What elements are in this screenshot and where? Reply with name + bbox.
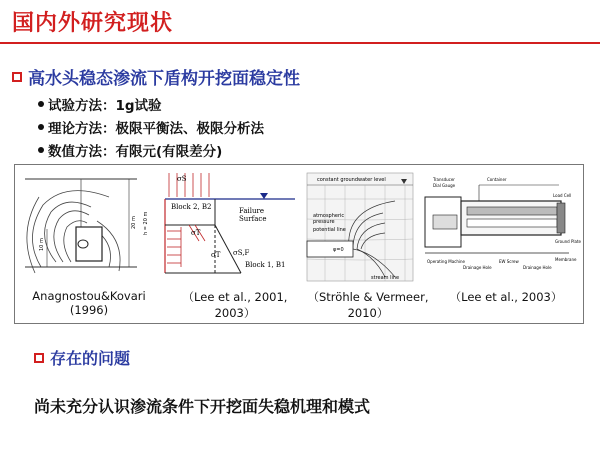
figure-panel [14,164,584,324]
label-block2: Block 2, B2 [171,203,212,211]
list-item-text: 理论方法：极限平衡法、极限分析法 [48,120,264,137]
label-block1: Block 1, B1 [245,261,286,269]
label-atm1: atmospheric [313,213,345,219]
list-item-text: 数值方法：有限元(有限差分) [48,143,223,160]
caption-lee-2001: （Lee et al., 2001, 2003） [182,290,288,320]
square-bullet-icon [34,353,44,363]
label-atm2: pressure [313,219,335,225]
label-sigma-sf: σS,F [233,249,250,257]
label-membrane: Membrane [555,257,577,262]
label-failure: Failure [239,207,265,215]
conclusion-text: 尚未充分认识渗流条件下开挖面失稳机理和模式 [34,397,371,416]
label-groundwater: constant groundwater level [317,177,386,183]
bullet-dot-icon [38,124,44,130]
label-dial-gauge: Dial Gauge [433,183,456,188]
label-ground-plate: Ground Plate [555,239,581,244]
figure-test-apparatus [419,171,581,275]
label-streamline: stream line [371,275,400,281]
label-transducer: Transducer [433,177,455,182]
list-item [38,115,264,138]
label-load-cell: Load Cell [553,193,572,198]
label-container: Container [487,177,507,182]
list-item-text: 试验方法：1g试验 [48,97,162,114]
caption-lee-2003: （Lee et al., 2003） [449,290,563,304]
label-potential: potential line [313,227,346,233]
label-sigma-s: σS [177,175,187,183]
caption-strohle: （Ströhle & Vermeer, 2010） [307,290,429,320]
label-20m: 20 m [131,216,137,229]
caption-anagnostou: Anagnostou&Kovari (1996) [32,289,146,317]
label-ew-screw: EW Screw [499,259,519,264]
label-operating-machine: Operating Machine [427,259,466,264]
figure-wedge-blocks [155,169,303,279]
bullet-dot-icon [38,101,44,107]
figure-flow-grid [305,169,417,285]
method-list [38,92,264,161]
bullet-dot-icon [38,147,44,153]
label-h: h = 20 m [143,211,149,235]
section-heading-stability [12,64,300,89]
section-heading-text: 存在的问题 [50,349,131,368]
section-heading-problems [34,346,130,369]
label-phi: φ=0 [333,247,344,253]
label-drainage-hole: Drainage Hole [463,265,492,270]
label-sigma-t2: σT [211,251,221,259]
square-bullet-icon [12,72,22,82]
title-divider [0,42,600,44]
label-drainage-hole-2: Drainage Hole [523,265,552,270]
page-title: 国内外研究现状 [12,11,174,36]
section-heading-text: 高水头稳态渗流下盾构开挖面稳定性 [28,69,300,89]
figure-tunnel-flow-net [21,167,151,285]
list-item [38,92,264,115]
list-item [38,138,264,161]
label-10m: 10 m [39,238,45,251]
label-surface: Surface [239,215,267,223]
label-sigma-t: σT [191,229,201,237]
